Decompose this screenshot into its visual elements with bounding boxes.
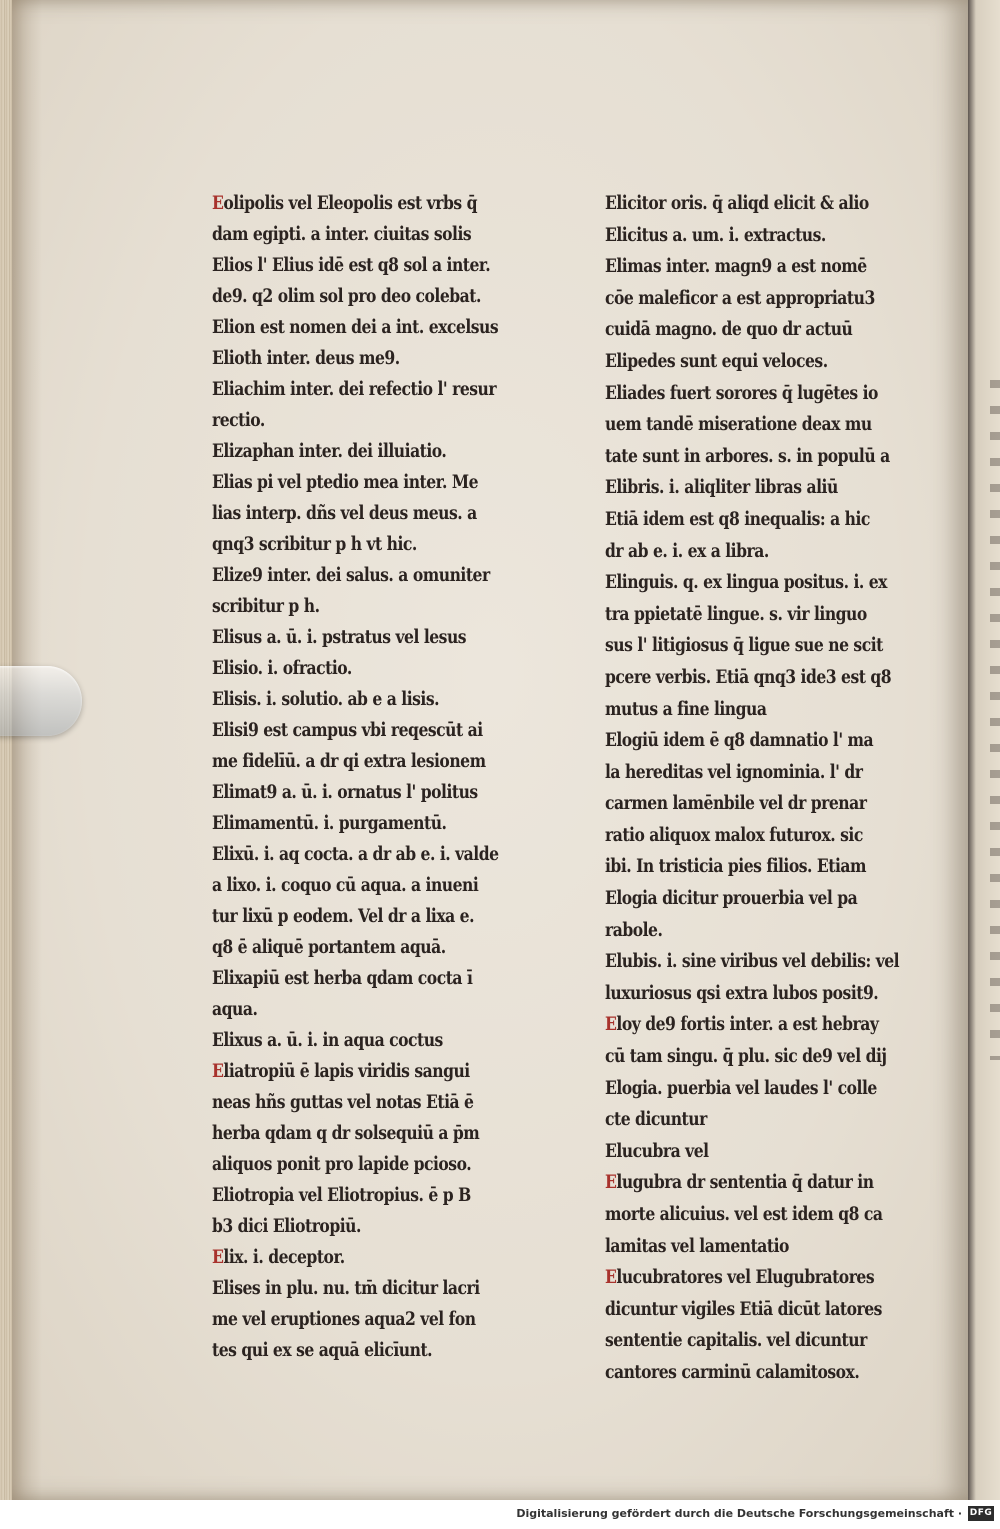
text-line: rabole.: [605, 918, 663, 941]
text-line: Elizaphan inter. dei illuiatio.: [212, 440, 447, 462]
text-line: morte alicuius. vel est idem q8 ca: [605, 1203, 883, 1225]
text-line: q8 ē aliquē portantem aquā.: [212, 936, 446, 958]
text-line: Elipedes sunt equi veloces.: [605, 349, 828, 372]
rubric-initial: E: [212, 192, 224, 214]
text-line: Elisus a. ū. i. pstratus vel lesus: [212, 626, 467, 648]
text-line: Elinguis. q. ex lingua positus. i. ex: [605, 571, 887, 594]
text-line: Elises in plu. nu. tm̄ dicitur lacri: [212, 1277, 480, 1299]
text-line: Elixus a. ū. i. in aqua coctus: [212, 1029, 443, 1051]
text-line: ibi. In tristicia pies filios. Etiam: [605, 855, 867, 878]
adjacent-page-text: [990, 380, 1000, 1060]
text-line: Elucubratores vel Elugubratores: [605, 1266, 875, 1289]
text-line: la hereditas vel ignominia. l' dr: [605, 760, 863, 783]
text-line: cantores carminū calamitosox.: [605, 1360, 860, 1383]
text-line: Eliotropia vel Eliotropius. ē p B: [212, 1184, 471, 1206]
text-line: lamitas vel lamentatio: [605, 1234, 789, 1257]
text-line: Elibris. i. aliqliter libras aliū: [605, 476, 838, 499]
text-line: de9. q2 olim sol pro deo colebat.: [212, 285, 481, 307]
text-line: tate sunt in arbores. s. in populū a: [605, 444, 890, 467]
text-line: Elixū. i. aq cocta. a dr ab e. i. valde: [212, 843, 499, 865]
text-line: Eolipolis vel Eleopolis est vrbs q̄: [212, 192, 477, 214]
text-line: neas hñs guttas vel notas Etiā ē: [212, 1091, 474, 1113]
text-line: ratio aliquox malox futurox. sic: [605, 823, 863, 846]
text-line: lias interp. dñs vel deus meus. a: [212, 502, 477, 524]
text-line: Elimamentū. i. purgamentū.: [212, 812, 447, 834]
text-line: Elion est nomen dei a int. excelsus: [212, 316, 499, 338]
rubric-initial: E: [212, 1060, 224, 1082]
text-line: cte dicuntur: [605, 1108, 707, 1131]
text-line: Elix. i. deceptor.: [212, 1246, 345, 1268]
text-line: sententie capitalis. vel dicuntur: [605, 1329, 867, 1352]
text-line: Elimat9 a. ū. i. ornatus l' politus: [212, 781, 478, 803]
text-line: dicuntur vigiles Etiā dicūt latores: [605, 1297, 882, 1320]
text-line: b3 dici Eliotropiū.: [212, 1215, 361, 1237]
text-line: herba qdam q dr solsequiū a p̄m: [212, 1122, 480, 1144]
text-line: Elogia. puerbia vel laudes l' colle: [605, 1076, 877, 1099]
text-line: tra ppietatē lingue. s. vir linguo: [605, 602, 867, 625]
rubric-initial: E: [212, 1246, 224, 1268]
rubric-initial: E: [605, 1266, 617, 1289]
text-line: Elucubra vel: [605, 1139, 709, 1162]
funding-credit: Digitalisierung gefördert durch die Deutsche Forschungsgemeinschaft ·: [516, 1507, 962, 1520]
rubric-initial: E: [605, 1171, 617, 1194]
text-line: a lixo. i. coquo cū aqua. a inueni: [212, 874, 479, 896]
text-line: Elioth inter. deus me9.: [212, 347, 400, 369]
text-line: qnq3 scribitur p h vt hic.: [212, 533, 417, 555]
text-line: aliquos ponit pro lapide pcioso.: [212, 1153, 472, 1175]
text-line: Elimas inter. magn9 a est nomē: [605, 255, 867, 278]
text-line: me vel eruptiones aqua2 vel fon: [212, 1308, 476, 1330]
text-line: scribitur p h.: [212, 595, 320, 617]
text-line: Elogiū idem ē q8 damnatio l' ma: [605, 729, 874, 752]
text-line: dr ab e. i. ex a libra.: [605, 539, 769, 562]
rubric-initial: E: [605, 1013, 617, 1036]
text-line: cuidā magno. de quo dr actuū: [605, 318, 853, 341]
text-line: me fidelīū. a dr qi extra lesionem: [212, 750, 486, 772]
page-clamp: [0, 666, 82, 736]
text-line: rectio.: [212, 409, 265, 431]
text-line: tur lixū p eodem. Vel dr a lixa e.: [212, 905, 475, 927]
text-line: Elias pi vel ptedio mea inter. Me: [212, 471, 479, 493]
text-line: aqua.: [212, 998, 258, 1020]
text-line: mutus a fine lingua: [605, 697, 767, 720]
text-line: pcere verbis. Etiā qnq3 ide3 est q8: [605, 665, 892, 688]
text-line: Elugubra dr sententia q̄ datur in: [605, 1171, 874, 1194]
text-line: Eliades fuert sorores q̄ lugētes io: [605, 381, 878, 404]
text-line: Elogia dicitur prouerbia vel pa: [605, 887, 858, 910]
text-line: Elisis. i. solutio. ab e a lisis.: [212, 688, 440, 710]
text-line: luxuriosus qsi extra lubos posit9.: [605, 981, 879, 1004]
text-line: dam egipti. a inter. ciuitas solis: [212, 223, 472, 245]
text-line: Eloy de9 fortis inter. a est hebray: [605, 1013, 879, 1036]
dfg-logo-icon: DFG: [968, 1506, 994, 1521]
text-line: Elios l' Elius idē est q8 sol a inter.: [212, 254, 491, 276]
text-line: Elubis. i. sine viribus vel debilis: vel: [605, 950, 900, 973]
text-line: Elisi9 est campus vbi reqescūt ai: [212, 719, 483, 741]
footer-bar: [0, 1500, 1000, 1529]
text-line: sus l' litigiosus q̄ ligue sue ne scit: [605, 634, 883, 657]
text-line: carmen lamēnbile vel dr prenar: [605, 792, 867, 815]
left-text-column: [212, 188, 542, 1366]
text-line: uem tandē miseratione deax mu: [605, 413, 872, 436]
text-line: Eliatropiū ē lapis viridis sangui: [212, 1060, 470, 1082]
text-line: Eliachim inter. dei refectio l' resur: [212, 378, 497, 400]
text-line: Elicitus a. um. i. extractus.: [605, 223, 826, 246]
text-line: Elicitor oris. q̄ aliqd elicit & alio: [605, 192, 869, 214]
text-line: Elisio. i. ofractio.: [212, 657, 352, 679]
text-line: Elize9 inter. dei salus. a omuniter: [212, 564, 490, 586]
text-line: cōe maleficor a est appropriatu3: [605, 286, 875, 309]
text-line: cū tam singu. q̄ plu. sic de9 vel dij: [605, 1045, 887, 1068]
text-line: Elixapiū est herba qdam cocta ī: [212, 967, 473, 989]
text-line: Etiā idem est q8 inequalis: a hic: [605, 507, 870, 530]
right-text-column: [605, 188, 930, 1389]
text-line: tes qui ex se aquā elicīunt.: [212, 1339, 433, 1361]
